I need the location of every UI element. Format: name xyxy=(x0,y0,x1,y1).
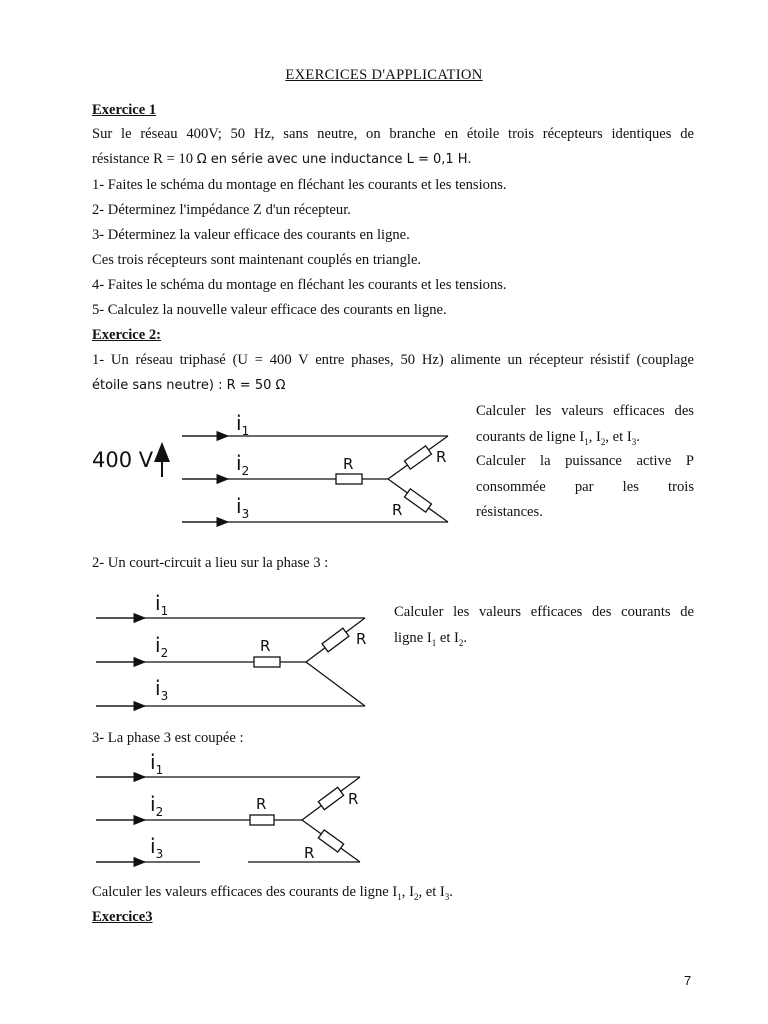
star-branch-3-shorted xyxy=(306,662,365,706)
supply-voltage-label: 400 V xyxy=(92,448,154,472)
exercise-1-heading: Exercice 1 xyxy=(92,102,157,118)
part-1-instruction-1: Calculer les valeurs efficaces des xyxy=(476,403,694,419)
word-par: par xyxy=(574,479,594,495)
exercise-1-question-1: 1- Faites le schéma du montage en fléchant les courants et les tensions. xyxy=(92,177,507,193)
current-i2-label: $i_2$ xyxy=(236,451,250,478)
star-circuit-diagram-3 xyxy=(90,752,380,870)
resistor-label-line-2: R xyxy=(343,455,354,473)
page-number: 7 xyxy=(684,973,692,988)
star-circuit-diagram-1 xyxy=(80,400,470,535)
resistor-branch-3 xyxy=(405,489,432,512)
part-3-question: Calculer les valeurs efficaces des courants de ligne $I_1$, $I_2$, et $I_3$. xyxy=(92,884,453,902)
current-i3-label: $i_3$ xyxy=(150,834,164,861)
exercise-3-heading: Exercice3 xyxy=(92,909,153,925)
resistor-branch-3 xyxy=(318,830,343,852)
resistor-line-2 xyxy=(254,657,280,667)
resistor-label-line-2: R xyxy=(256,795,267,813)
exercise-1-note: Ces trois récepteurs sont maintenant couplés en triangle. xyxy=(92,252,422,268)
exercise-1-line-2 xyxy=(92,150,472,169)
exercise-1-line-2a: résistance R = 10 xyxy=(92,151,197,167)
word-consommee: consommée xyxy=(476,479,546,495)
word-trois: trois xyxy=(668,479,694,495)
part-1-instruction-5: résistances. xyxy=(476,504,543,520)
current-i3-label: $i_3$ xyxy=(236,494,250,521)
current-i1-label: $i_1$ xyxy=(150,752,164,777)
word-les: les xyxy=(622,479,639,495)
exercise-2-part-3-intro: 3- La phase 3 est coupée : xyxy=(92,730,244,746)
exercise-2-part-1-line-1: 1- Un réseau triphasé (U = 400 V entre phases, 50 Hz) alimente un récepteur résistif (couplage xyxy=(92,352,694,368)
exercise-2-part-2-intro: 2- Un court-circuit a lieu sur la phase 3 : xyxy=(92,555,329,571)
exercise-1-question-5: 5- Calculez la nouvelle valeur efficace des courants en ligne. xyxy=(92,302,447,318)
part-2-instruction-1: Calculer les valeurs efficaces des courants de xyxy=(394,604,694,620)
current-i1-label: $i_1$ xyxy=(236,411,250,438)
part-1-instruction-4 xyxy=(476,478,694,496)
exercise-1-line-2b: en série avec une inductance L = 0,1 H. xyxy=(206,152,472,167)
resistor-line-2 xyxy=(250,815,274,825)
exercise-2-heading: Exercice 2: xyxy=(92,327,162,343)
omega-symbol: Ω xyxy=(196,152,207,167)
resistor-branch-1 xyxy=(318,787,343,809)
exercise-2-part-1-line-2: étoile sans neutre) : R = 50 Ω xyxy=(92,378,286,393)
current-i1-label: $i_1$ xyxy=(155,591,169,618)
resistor-label-branch-3: R xyxy=(304,844,315,862)
current-i2-label: $i_2$ xyxy=(155,633,169,660)
exercise-1-line-1: Sur le réseau 400V; 50 Hz, sans neutre, on branche en étoile trois récepteurs identiques de xyxy=(92,126,694,142)
resistor-label-branch-1: R xyxy=(436,448,447,466)
exercise-1-question-4: 4- Faites le schéma du montage en fléchant les courants et les tensions. xyxy=(92,277,507,293)
resistor-label-branch-1: R xyxy=(356,630,367,648)
resistor-branch-1 xyxy=(322,628,349,652)
current-i3-label: $i_3$ xyxy=(155,676,169,703)
resistor-label-branch-1: R xyxy=(348,790,359,808)
resistor-label-branch-3: R xyxy=(392,501,403,519)
exercise-1-question-3: 3- Déterminez la valeur efficace des courants en ligne. xyxy=(92,227,410,243)
part-1-instruction-2: courants de ligne $I_1$, $I_2$, et $I_3$. xyxy=(476,429,640,447)
exercise-1-question-2: 2- Déterminez l'impédance Z d'un récepteur. xyxy=(92,202,351,218)
resistor-line-2 xyxy=(336,474,362,484)
part-2-instruction-2: ligne $I_1$ et $I_2$. xyxy=(394,630,468,648)
current-i2-label: $i_2$ xyxy=(150,792,164,819)
page-title: EXERCICES D'APPLICATION xyxy=(285,67,483,83)
part-1-instruction-3: Calculer la puissance active P xyxy=(476,453,694,469)
resistor-branch-1 xyxy=(405,446,432,469)
star-circuit-diagram-2 xyxy=(90,590,380,720)
resistor-label-line-2: R xyxy=(260,637,271,655)
